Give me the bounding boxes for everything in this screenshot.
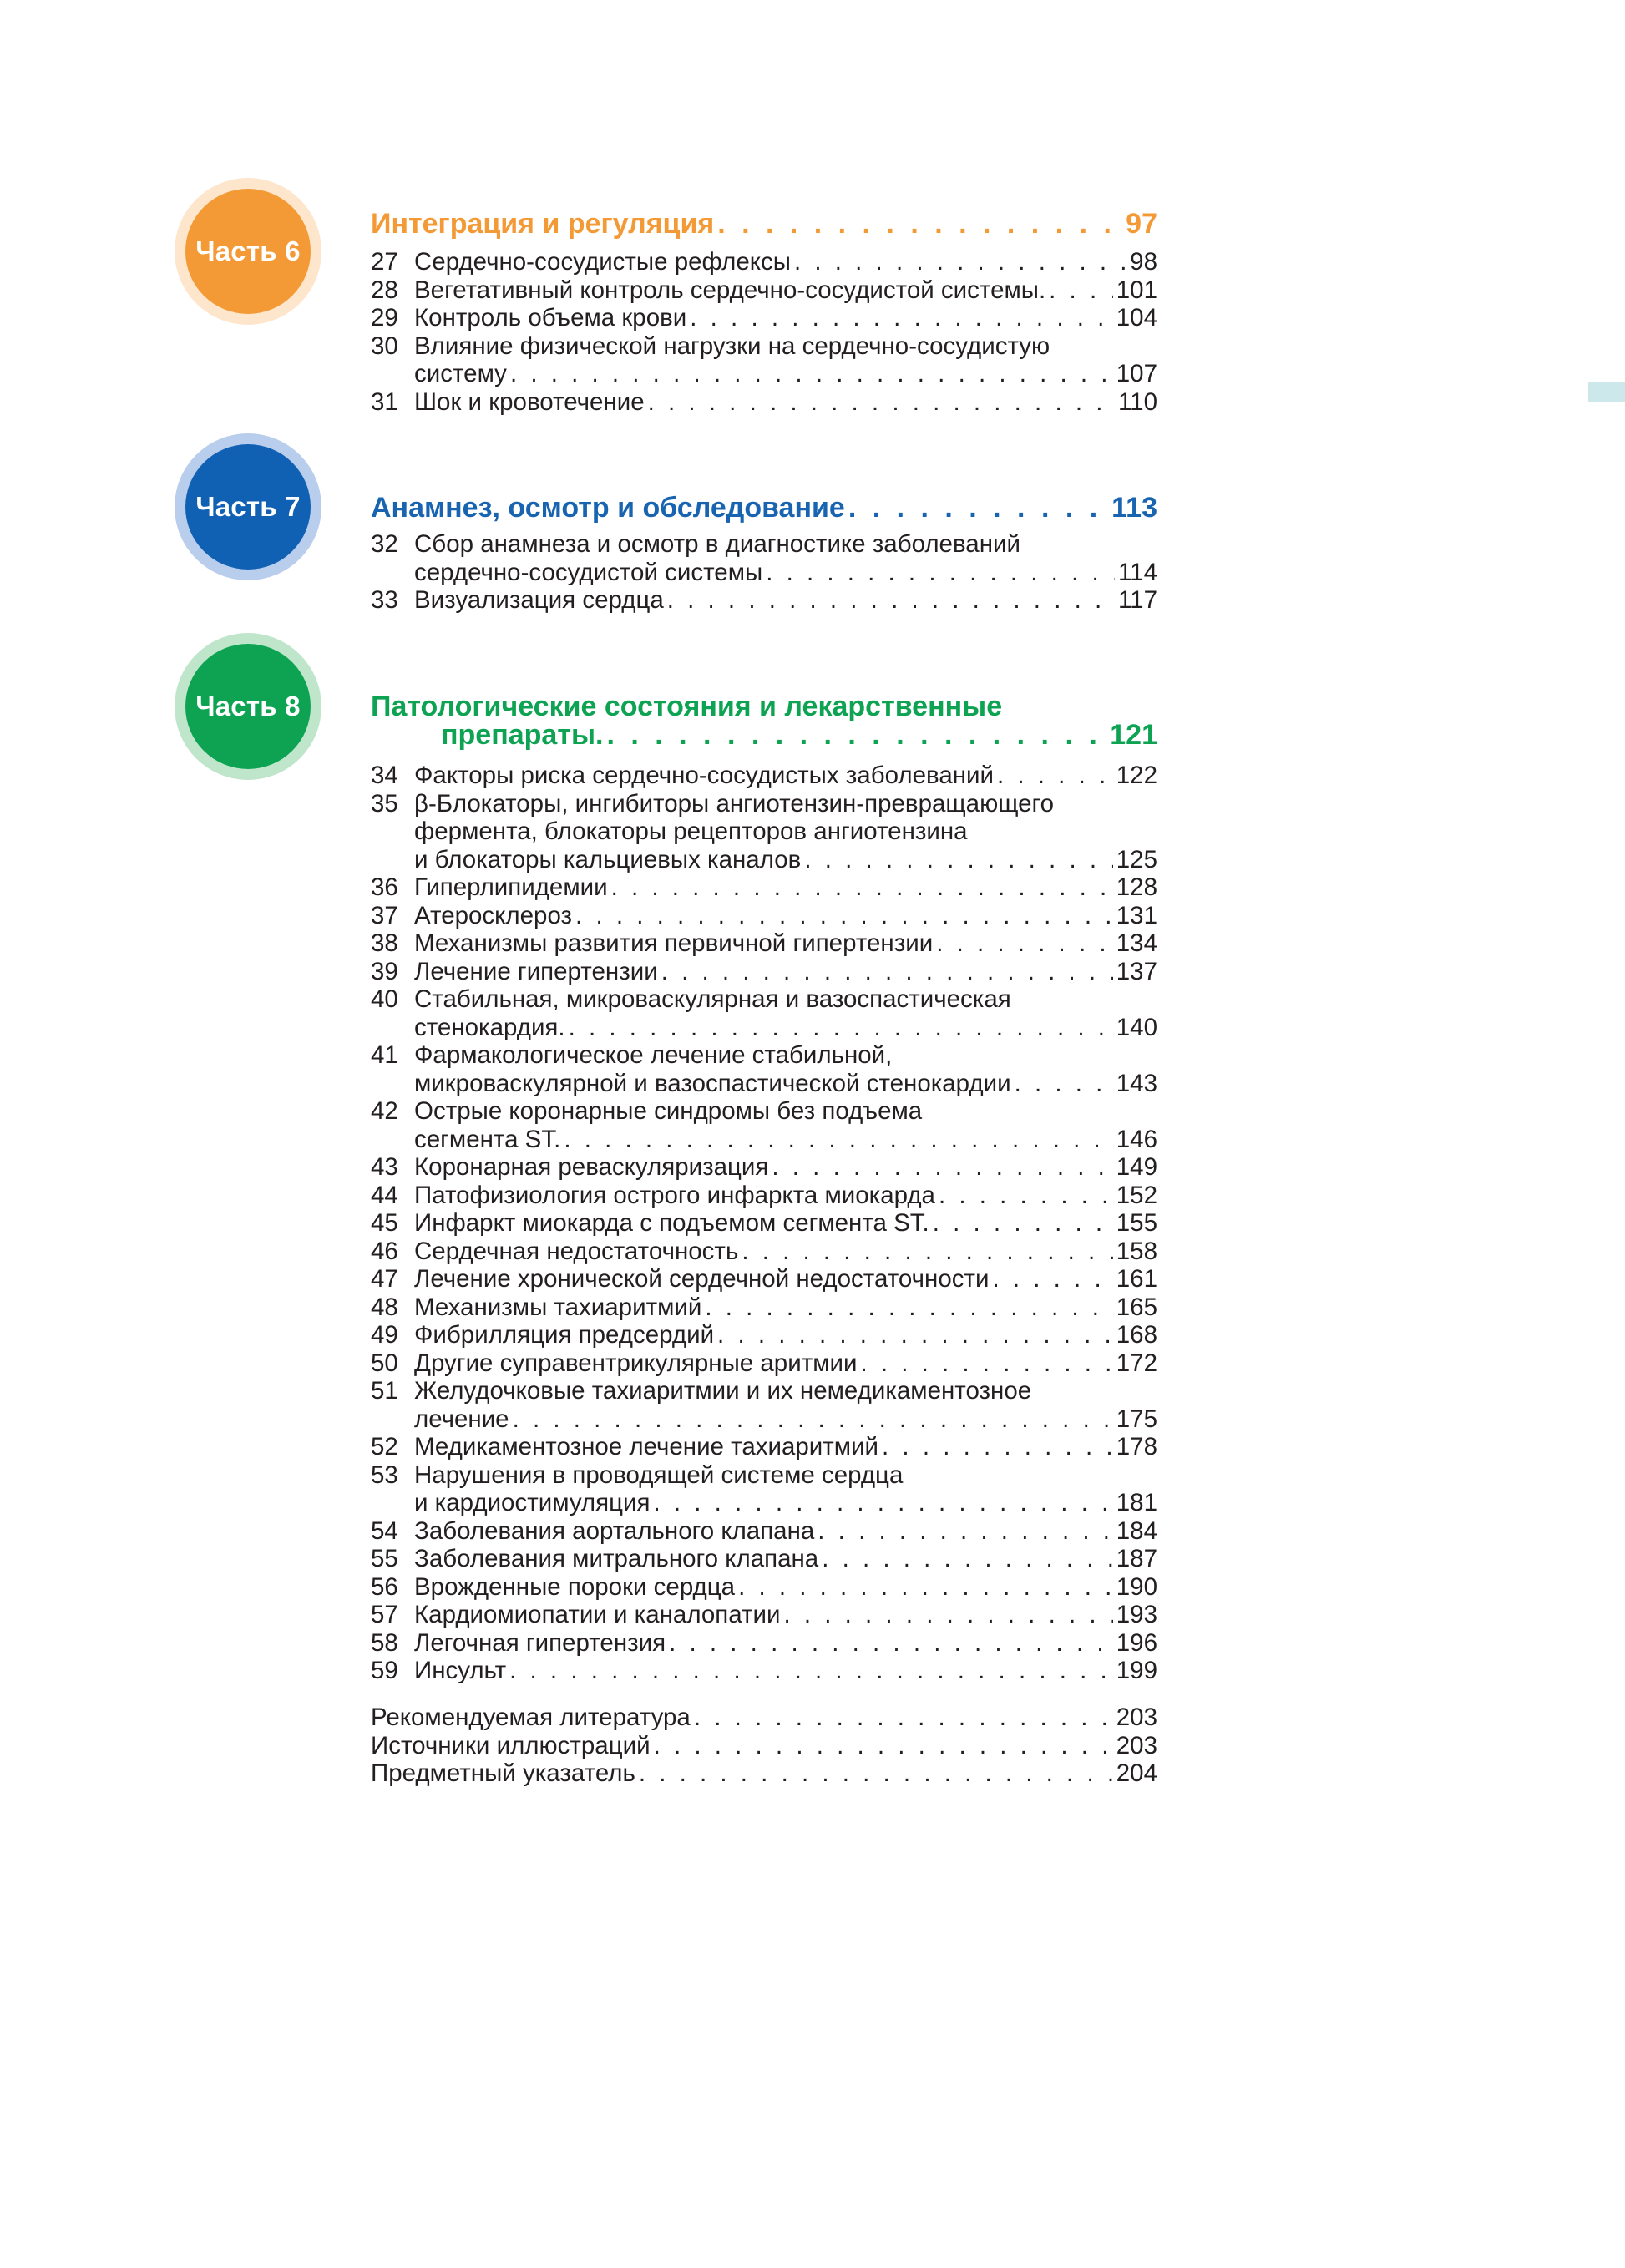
toc-entry[interactable] (371, 1433, 1157, 1461)
entry-last-line (414, 1405, 1157, 1434)
leader-dots (742, 1238, 1112, 1266)
entry-page: 128 (1116, 873, 1157, 901)
entry-title: Лечение хронической сердечной недостаточности (414, 1265, 990, 1293)
entry-page: 117 (1117, 586, 1157, 614)
toc-entry[interactable] (371, 1238, 1157, 1266)
entry-last-line (414, 586, 1157, 615)
entry-page: 178 (1116, 1433, 1157, 1461)
entry-page: 155 (1116, 1209, 1157, 1237)
entry-title-line: Острые коронарные синдромы без подъема (414, 1097, 923, 1125)
toc-entry[interactable] (371, 304, 1157, 332)
leader-dots (992, 1265, 1112, 1293)
chapter-number: 28 (371, 276, 398, 304)
chapter-number: 56 (371, 1572, 398, 1601)
entry-last-line (414, 846, 1157, 874)
leader-dots (509, 1657, 1113, 1685)
chapter-number: 42 (371, 1097, 398, 1125)
toc-entry[interactable] (371, 332, 1157, 388)
leader-dots (694, 1704, 1113, 1732)
part-7-badge-label: Часть 7 (195, 491, 301, 522)
entry-page: 187 (1116, 1545, 1157, 1572)
leader-dots (1015, 1070, 1113, 1098)
entry-title: Кардиомиопатии и каналопатии (414, 1601, 781, 1628)
toc-entry[interactable] (371, 530, 1157, 586)
entry-last-line (414, 276, 1157, 305)
part-7-page: 113 (1111, 492, 1157, 524)
toc-entry[interactable] (371, 1349, 1157, 1378)
back-matter (371, 1704, 1157, 1788)
leader-dots (818, 1517, 1112, 1546)
part-7-entries (371, 530, 1157, 615)
chapter-number: 51 (371, 1377, 398, 1405)
entry-page: 149 (1116, 1153, 1157, 1181)
entry-title: Атеросклероз (414, 901, 573, 929)
chapter-number: 48 (371, 1293, 398, 1321)
toc-entry[interactable] (371, 790, 1157, 874)
chapter-number: 52 (371, 1433, 398, 1461)
entry-title-line: Фармакологическое лечение стабильной, (414, 1041, 893, 1069)
entry-last-line (414, 1433, 1157, 1461)
entry-title: микроваскулярной и вазоспастической стенокардии (414, 1069, 1011, 1097)
entry-page: 122 (1116, 762, 1157, 789)
toc-entry[interactable] (371, 1097, 1157, 1153)
leader-dots (510, 360, 1113, 388)
entry-page: 181 (1116, 1489, 1157, 1516)
entry-page: 161 (1116, 1265, 1157, 1293)
leader-dots (653, 1489, 1112, 1517)
entry-title: Факторы риска сердечно-сосудистых заболеваний (414, 762, 994, 789)
entry-page: 101 (1116, 276, 1157, 304)
chapter-number: 36 (371, 873, 398, 901)
leader-dots (933, 1209, 1113, 1238)
entry-page: 175 (1116, 1405, 1157, 1433)
entry-title: сердечно-сосудистой системы (414, 558, 763, 586)
entry-title: Другие суправентрикулярные аритмии (414, 1349, 858, 1377)
leader-dots (822, 1545, 1113, 1573)
entry-title: Рекомендуемая литература (371, 1704, 691, 1731)
entry-last-line (414, 1629, 1157, 1658)
entry-last-line (414, 1657, 1157, 1685)
entry-page: 134 (1116, 929, 1157, 957)
toc-entry[interactable] (371, 1517, 1157, 1546)
leader-dots (569, 1014, 1113, 1042)
entry-last-line (414, 1545, 1157, 1573)
chapter-number: 43 (371, 1153, 398, 1181)
toc-entry[interactable] (371, 1377, 1157, 1433)
chapter-number: 53 (371, 1461, 398, 1489)
entry-title: Контроль объема крови (414, 304, 687, 332)
entry-last-line (414, 248, 1157, 276)
entry-title: Механизмы тахиаритмий (414, 1293, 702, 1321)
entry-title: и кардиостимуляция (414, 1489, 651, 1516)
entry-title-line: Нарушения в проводящей системе сердца (414, 1461, 904, 1489)
entry-title: систему (414, 360, 507, 387)
leader-dots (661, 958, 1113, 986)
toc-entry[interactable] (371, 762, 1157, 790)
entry-last-line (414, 1321, 1157, 1349)
entry-last-line (414, 1573, 1157, 1602)
entry-title: сегмента ST. (414, 1125, 561, 1153)
part-7-title: Анамнез, осмотр и обследование (371, 492, 845, 524)
leader-dots (564, 1126, 1112, 1154)
entry-page: 98 (1130, 248, 1157, 276)
entry-page: 158 (1116, 1237, 1157, 1265)
entry-page: 104 (1116, 304, 1157, 332)
leader-dots (639, 1759, 1113, 1788)
toc-entry[interactable] (371, 1209, 1157, 1238)
entry-last-line (414, 559, 1157, 587)
entry-page: 110 (1117, 387, 1157, 416)
entry-title: Медикаментозное лечение тахиаритмий (414, 1433, 879, 1461)
leader-dots (669, 1629, 1113, 1658)
toc-entry[interactable] (371, 1321, 1157, 1349)
entry-page: 172 (1116, 1349, 1157, 1377)
entry-title: Механизмы развития первичной гипертензии (414, 929, 934, 957)
entry-page: 140 (1116, 1013, 1157, 1041)
entry-title: Фибрилляция предсердий (414, 1321, 715, 1349)
chapter-number: 54 (371, 1516, 398, 1545)
chapter-number: 30 (371, 332, 398, 360)
entry-page: 196 (1116, 1628, 1157, 1657)
chapter-number: 31 (371, 387, 398, 416)
part-8-heading[interactable] (371, 692, 1157, 749)
entry-title: Сердечная недостаточность (414, 1237, 739, 1265)
entry-page: 107 (1116, 360, 1157, 387)
leader-dots (606, 721, 1105, 749)
entry-title: Врожденные пороки сердца (414, 1572, 736, 1601)
entry-page: 137 (1116, 957, 1157, 985)
part-8-title-line: Патологические состояния и лекарственные (371, 691, 1003, 722)
entry-title-line: Влияние физической нагрузки на сердечно-сосудистую (414, 332, 1050, 360)
entry-title-line: фермента, блокаторы рецепторов ангиотензина (414, 818, 968, 845)
entry-title: Инфаркт миокарда с подъемом сегмента ST. (414, 1209, 929, 1237)
back-matter-entry[interactable] (371, 1704, 1157, 1732)
leader-dots (783, 1601, 1112, 1629)
leader-dots (717, 210, 1121, 238)
chapter-number: 37 (371, 901, 398, 929)
leader-dots (804, 846, 1112, 874)
chapter-number: 47 (371, 1265, 398, 1293)
chapter-number: 44 (371, 1181, 398, 1209)
entry-page: 204 (1116, 1759, 1157, 1787)
chapter-number: 50 (371, 1349, 398, 1377)
entry-page: 203 (1116, 1704, 1157, 1731)
entry-title: лечение (414, 1405, 509, 1433)
entry-page: 125 (1116, 845, 1157, 873)
leader-dots (939, 1182, 1113, 1210)
entry-title: Коронарная реваскуляризация (414, 1153, 769, 1181)
entry-last-line (414, 1014, 1157, 1042)
entry-page: 114 (1117, 558, 1157, 586)
chapter-number: 59 (371, 1657, 398, 1684)
leader-dots (738, 1573, 1113, 1602)
part-8-entries (371, 762, 1157, 1685)
entry-title: Вегетативный контроль сердечно-сосудистой системы. (414, 276, 1046, 304)
entry-last-line (414, 1293, 1157, 1322)
leader-dots (794, 248, 1126, 276)
entry-last-line (414, 1126, 1157, 1154)
entry-title: Патофизиология острого инфаркта миокарда (414, 1181, 935, 1209)
toc-entry[interactable] (371, 1629, 1157, 1658)
leader-dots (936, 929, 1113, 958)
entry-last-line (414, 304, 1157, 332)
entry-last-line (414, 1153, 1157, 1182)
entry-title: Инсульт (414, 1657, 507, 1684)
leader-dots (513, 1405, 1113, 1434)
entry-title: Сердечно-сосудистые рефлексы (414, 248, 791, 276)
entry-title-line: Желудочковые тахиаритмии и их немедикаментозное (414, 1377, 1032, 1405)
leader-dots (848, 494, 1106, 522)
chapter-number: 41 (371, 1041, 398, 1069)
toc-entry[interactable] (371, 985, 1157, 1041)
toc-entry[interactable] (371, 958, 1157, 986)
entry-title-line: Стабильная, микроваскулярная и вазоспастическая (414, 985, 1011, 1013)
chapter-number: 38 (371, 929, 398, 957)
toc-entry[interactable] (371, 248, 1157, 276)
toc-entry[interactable] (371, 1461, 1157, 1517)
toc-entry[interactable] (371, 1573, 1157, 1602)
entry-title-line: β-Блокаторы, ингибиторы ангиотензин-превращающего (414, 789, 1055, 818)
entry-last-line (414, 762, 1157, 790)
leader-dots (648, 388, 1115, 417)
leader-dots (705, 1293, 1112, 1322)
leader-dots (860, 1349, 1112, 1378)
entry-title: стенокардия. (414, 1013, 565, 1041)
entry-page: 143 (1116, 1069, 1157, 1097)
entry-last-line (414, 1070, 1157, 1098)
chapter-number: 58 (371, 1628, 398, 1657)
leader-dots (772, 1153, 1112, 1182)
back-matter-entry[interactable] (371, 1759, 1157, 1788)
leader-dots (766, 559, 1115, 587)
entry-last-line (414, 958, 1157, 986)
toc-entry[interactable] (371, 388, 1157, 417)
chapter-number: 39 (371, 957, 398, 985)
entry-page: 165 (1116, 1293, 1157, 1321)
leader-dots (997, 762, 1113, 790)
entry-page: 152 (1116, 1181, 1157, 1209)
entry-title: Источники иллюстраций (371, 1731, 651, 1759)
chapter-number: 27 (371, 248, 398, 276)
part-8-badge (185, 644, 311, 769)
toc-entry[interactable] (371, 1265, 1157, 1293)
part-8-title: препараты. (441, 719, 604, 751)
part-7-heading[interactable] (371, 494, 1157, 522)
toc-entry[interactable] (371, 873, 1157, 902)
entry-last-line (414, 1265, 1157, 1293)
toc-entry[interactable] (371, 1293, 1157, 1322)
entry-last-line (414, 388, 1157, 417)
entry-title: Лечение гипертензии (414, 957, 658, 985)
entry-title: Заболевания митрального клапана (414, 1545, 819, 1572)
chapter-number: 29 (371, 304, 398, 332)
toc-entry[interactable] (371, 1545, 1157, 1573)
leader-dots (882, 1433, 1113, 1461)
entry-title: Шок и кровотечение (414, 387, 645, 416)
entry-last-line (414, 1489, 1157, 1517)
side-tab-marker (1588, 382, 1625, 402)
entry-page: 131 (1116, 901, 1157, 929)
leader-dots (667, 586, 1115, 615)
entry-page: 184 (1116, 1516, 1157, 1545)
leader-dots (717, 1321, 1113, 1349)
toc-entry[interactable] (371, 1153, 1157, 1182)
toc-entry[interactable] (371, 586, 1157, 615)
entry-title: Визуализация сердца (414, 586, 664, 614)
entry-page: 190 (1116, 1572, 1157, 1601)
entry-title: Легочная гипертензия (414, 1628, 666, 1657)
leader-dots (1049, 276, 1113, 305)
entry-last-line (414, 902, 1157, 930)
entry-last-line (414, 1238, 1157, 1266)
entry-last-line (414, 360, 1157, 388)
toc-entry[interactable] (371, 1182, 1157, 1210)
entry-page: 193 (1116, 1601, 1157, 1628)
chapter-number: 34 (371, 762, 398, 789)
entry-title: и блокаторы кальциевых каналов (414, 845, 802, 873)
toc-entry[interactable] (371, 1657, 1157, 1685)
leader-dots (611, 873, 1113, 902)
chapter-number: 49 (371, 1321, 398, 1349)
chapter-number: 46 (371, 1237, 398, 1265)
part-8-badge-label: Часть 8 (195, 691, 301, 721)
part-6-entries (371, 248, 1157, 416)
part-6-page: 97 (1126, 208, 1157, 240)
entry-title: Гиперлипидемии (414, 873, 608, 901)
entry-last-line (414, 1182, 1157, 1210)
entry-last-line (414, 1349, 1157, 1378)
toc-entry[interactable] (371, 1601, 1157, 1629)
part-6-heading[interactable] (371, 210, 1157, 238)
chapter-number: 40 (371, 985, 398, 1013)
toc-entry[interactable] (371, 276, 1157, 305)
toc-entry[interactable] (371, 1041, 1157, 1097)
chapter-number: 45 (371, 1209, 398, 1237)
part-7-badge (185, 444, 311, 570)
leader-dots (654, 1732, 1113, 1760)
leader-dots (690, 304, 1113, 332)
chapter-number: 33 (371, 586, 398, 614)
entry-page: 146 (1116, 1125, 1157, 1153)
back-matter-entry[interactable] (371, 1732, 1157, 1760)
entry-last-line (414, 873, 1157, 902)
leader-dots (575, 902, 1113, 930)
chapter-number: 35 (371, 789, 398, 818)
entry-last-line (414, 1601, 1157, 1629)
part-6-badge-label: Часть 6 (195, 235, 301, 266)
toc-entry[interactable] (371, 902, 1157, 930)
part-8-page: 121 (1110, 719, 1157, 751)
part-6-badge (185, 189, 311, 314)
chapter-number: 57 (371, 1601, 398, 1628)
chapter-number: 55 (371, 1545, 398, 1572)
entry-page: 203 (1116, 1731, 1157, 1759)
entry-page: 199 (1116, 1657, 1157, 1684)
entry-last-line (414, 1517, 1157, 1546)
entry-title-line: Сбор анамнеза и осмотр в диагностике заболеваний (414, 530, 1020, 558)
toc-entry[interactable] (371, 929, 1157, 958)
entry-last-line (414, 929, 1157, 958)
entry-title: Заболевания аортального клапана (414, 1516, 815, 1545)
entry-title: Предметный указатель (371, 1759, 635, 1787)
chapter-number: 32 (371, 530, 398, 558)
entry-last-line (414, 1209, 1157, 1238)
entry-page: 168 (1116, 1321, 1157, 1349)
part-6-title: Интеграция и регуляция (371, 208, 715, 240)
